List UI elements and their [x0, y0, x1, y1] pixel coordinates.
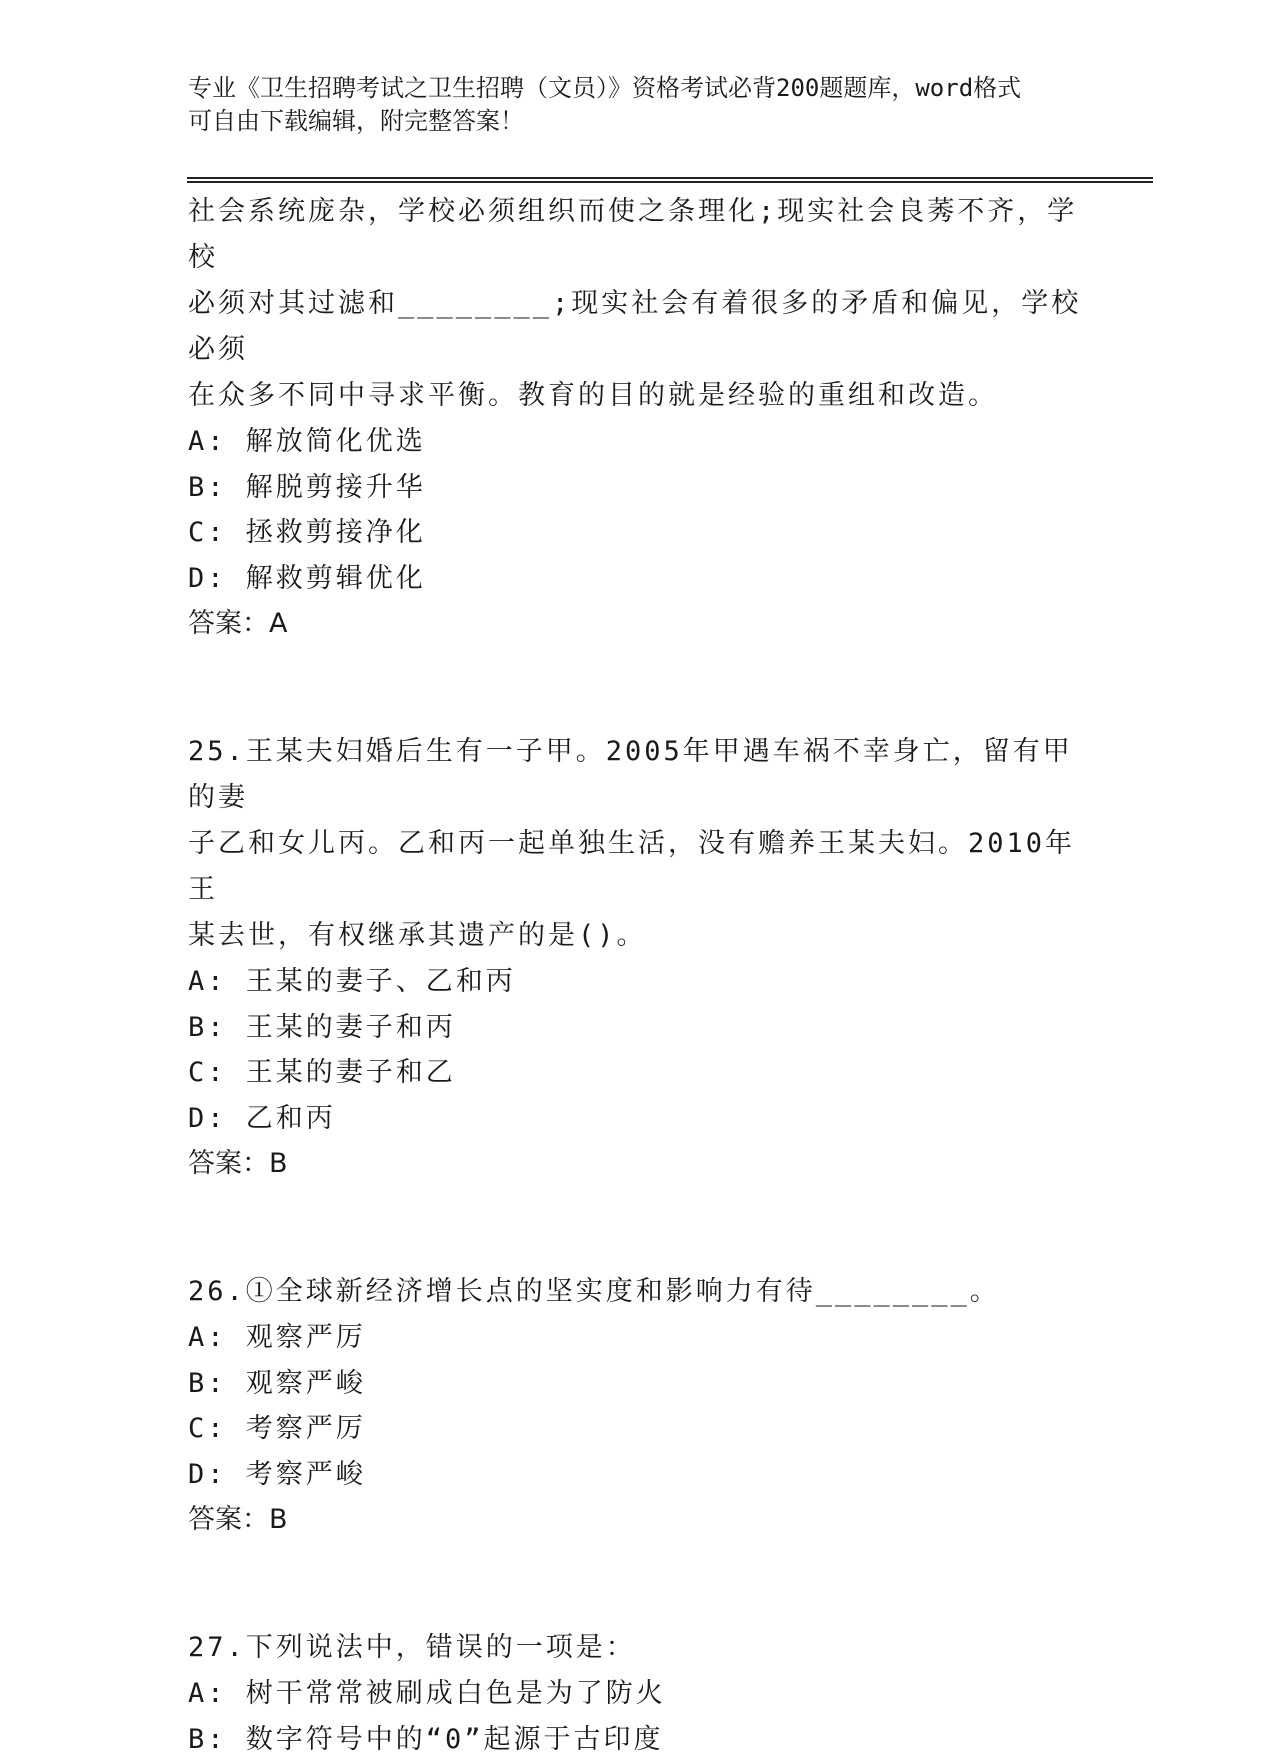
header-divider	[187, 177, 1153, 183]
option-a: A: 树干常常被刷成白色是为了防火	[188, 1671, 1088, 1717]
question-text-line: 社会系统庞杂，学校必须组织而使之条理化;现实社会良莠不齐，学校	[188, 189, 1088, 281]
option-b: B: 解脱剪接升华	[188, 465, 1088, 511]
question-text-line: 在众多不同中寻求平衡。教育的目的就是经验的重组和改造。	[188, 373, 1088, 419]
spacer	[188, 1187, 1088, 1269]
spacer	[188, 1543, 1088, 1625]
question-text-line: 必须对其过滤和________;现实社会有着很多的矛盾和偏见，学校必须	[188, 281, 1088, 373]
option-d: D: 解救剪辑优化	[188, 556, 1088, 602]
header-title-line-1: 专业《卫生招聘考试之卫生招聘（文员）》资格考试必背200题题库，word格式	[188, 72, 1088, 105]
question-text-line: 26.①全球新经济增长点的坚实度和影响力有待________。	[188, 1269, 1088, 1315]
option-a: A: 观察严厉	[188, 1315, 1088, 1361]
option-b: B: 观察严峻	[188, 1361, 1088, 1407]
option-c: C: 拯救剪接净化	[188, 510, 1088, 556]
spacer	[188, 647, 1088, 729]
question-text-line: 子乙和女儿丙。乙和丙一起单独生活，没有赡养王某夫妇。2010年王	[188, 821, 1088, 913]
option-c: C: 王某的妻子和乙	[188, 1050, 1088, 1096]
option-b: B: 王某的妻子和丙	[188, 1005, 1088, 1051]
question-text-line: 25.王某夫妇婚后生有一子甲。2005年甲遇车祸不幸身亡，留有甲的妻	[188, 729, 1088, 821]
header-title-line-2: 可自由下载编辑，附完整答案！	[188, 105, 1088, 138]
answer-line: 答案：A	[188, 601, 1088, 647]
option-c: C: 考察严厉	[188, 1406, 1088, 1452]
question-block-25	[188, 729, 1088, 1187]
option-a: A: 解放简化优选	[188, 419, 1088, 465]
question-block-27	[188, 1625, 1088, 1762]
question-block-continued	[188, 189, 1088, 647]
option-b: B: 数字符号中的“0”起源于古印度	[188, 1717, 1088, 1762]
option-a: A: 王某的妻子、乙和丙	[188, 959, 1088, 1005]
answer-line: 答案：B	[188, 1141, 1088, 1187]
option-d: D: 乙和丙	[188, 1096, 1088, 1142]
question-content	[188, 189, 1088, 1762]
option-d: D: 考察严峻	[188, 1452, 1088, 1498]
question-text-line: 27.下列说法中，错误的一项是：	[188, 1625, 1088, 1671]
question-text-line: 某去世，有权继承其遗产的是()。	[188, 913, 1088, 959]
answer-line: 答案：B	[188, 1497, 1088, 1543]
question-block-26	[188, 1269, 1088, 1543]
document-header	[188, 72, 1088, 138]
